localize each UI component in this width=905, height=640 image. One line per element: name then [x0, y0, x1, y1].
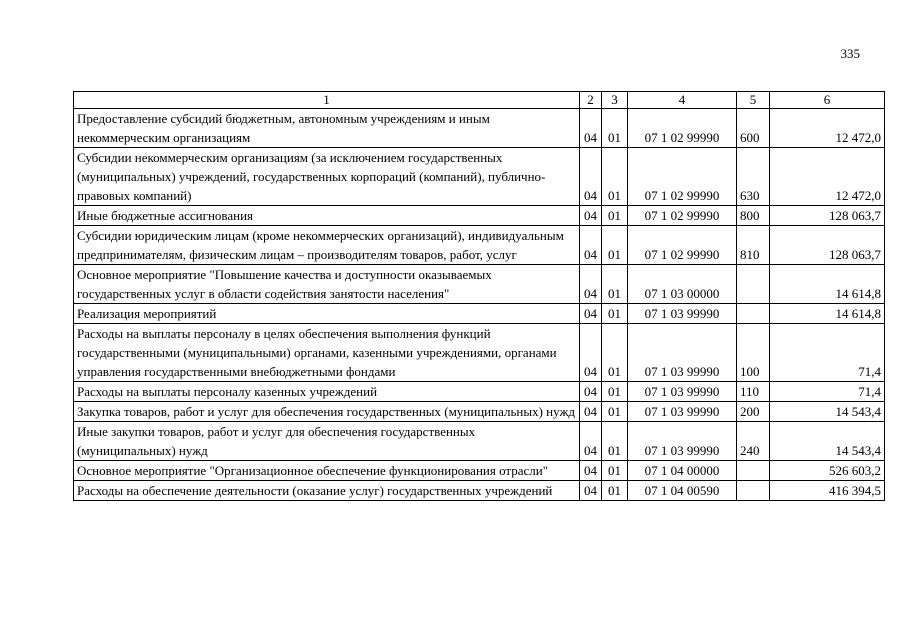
- row-name-cell: Расходы на выплаты персоналу казенных учреждений: [74, 382, 580, 402]
- row-subsection-cell: 01: [602, 206, 628, 226]
- row-subsection-cell: 01: [602, 422, 628, 461]
- table-row: [74, 226, 885, 265]
- row-sum-cell: 416 394,5: [770, 481, 885, 501]
- table-header: [74, 92, 885, 109]
- row-expense-type-cell: 630: [737, 148, 770, 206]
- row-section-cell: 04: [580, 382, 602, 402]
- row-expense-type-cell: 810: [737, 226, 770, 265]
- row-sum-cell: 14 543,4: [770, 422, 885, 461]
- row-sum-cell: 14 614,8: [770, 265, 885, 304]
- row-expense-type-cell: 600: [737, 109, 770, 148]
- row-subsection-cell: 01: [602, 324, 628, 382]
- row-name-cell: Расходы на обеспечение деятельности (оказание услуг) государственных учреждений: [74, 481, 580, 501]
- header-col-5: 5: [737, 92, 770, 109]
- header-row: [74, 92, 885, 109]
- row-name-cell: Субсидии некоммерческим организациям (за исключением государственных (муниципальных) учреждений, государственных корпораций (компаний), публично-правовых компаний): [74, 148, 580, 206]
- row-subsection-cell: 01: [602, 226, 628, 265]
- row-sum-cell: 128 063,7: [770, 206, 885, 226]
- header-col-1: 1: [74, 92, 580, 109]
- budget-table: [73, 91, 885, 501]
- row-sum-cell: 71,4: [770, 382, 885, 402]
- row-expense-type-cell: [737, 461, 770, 481]
- row-name-cell: Субсидии юридическим лицам (кроме некоммерческих организаций), индивидуальным предпринимателям, физическим лицам – производителям товаров, работ, услуг: [74, 226, 580, 265]
- row-sum-cell: 14 614,8: [770, 304, 885, 324]
- row-name-cell: Реализация мероприятий: [74, 304, 580, 324]
- row-sum-cell: 12 472,0: [770, 148, 885, 206]
- row-subsection-cell: 01: [602, 402, 628, 422]
- row-subsection-cell: 01: [602, 148, 628, 206]
- table-row: [74, 304, 885, 324]
- table-row: [74, 481, 885, 501]
- row-name-cell: Основное мероприятие "Организационное обеспечение функционирования отрасли": [74, 461, 580, 481]
- row-subsection-cell: 01: [602, 382, 628, 402]
- row-expense-type-cell: 110: [737, 382, 770, 402]
- row-section-cell: 04: [580, 481, 602, 501]
- row-section-cell: 04: [580, 148, 602, 206]
- row-code-cell: 07 1 02 99990: [628, 226, 737, 265]
- row-name-cell: Основное мероприятие "Повышение качества и доступности оказываемых государственных услуг в области содействия занятости населения": [74, 265, 580, 304]
- header-col-2: 2: [580, 92, 602, 109]
- row-code-cell: 07 1 02 99990: [628, 206, 737, 226]
- row-code-cell: 07 1 03 00000: [628, 265, 737, 304]
- table-row: [74, 461, 885, 481]
- row-name-cell: Иные бюджетные ассигнования: [74, 206, 580, 226]
- header-col-3: 3: [602, 92, 628, 109]
- table-row: [74, 324, 885, 382]
- row-name-cell: Расходы на выплаты персоналу в целях обеспечения выполнения функций государственными (муниципальными) органами, казенными учреждениями, органами управления государственными внебюджетными фондами: [74, 324, 580, 382]
- row-code-cell: 07 1 03 99990: [628, 382, 737, 402]
- table-body: [74, 109, 885, 501]
- row-subsection-cell: 01: [602, 265, 628, 304]
- header-col-6: 6: [770, 92, 885, 109]
- table-row: [74, 148, 885, 206]
- row-code-cell: 07 1 03 99990: [628, 324, 737, 382]
- row-expense-type-cell: 240: [737, 422, 770, 461]
- row-subsection-cell: 01: [602, 481, 628, 501]
- row-sum-cell: 128 063,7: [770, 226, 885, 265]
- row-expense-type-cell: 800: [737, 206, 770, 226]
- row-name-cell: Предоставление субсидий бюджетным, автономным учреждениям и иным некоммерческим организациям: [74, 109, 580, 148]
- row-sum-cell: 71,4: [770, 324, 885, 382]
- row-section-cell: 04: [580, 461, 602, 481]
- row-section-cell: 04: [580, 304, 602, 324]
- row-section-cell: 04: [580, 206, 602, 226]
- row-code-cell: 07 1 04 00590: [628, 481, 737, 501]
- row-section-cell: 04: [580, 324, 602, 382]
- row-name-cell: Иные закупки товаров, работ и услуг для обеспечения государственных (муниципальных) нужд: [74, 422, 580, 461]
- table-row: [74, 382, 885, 402]
- row-subsection-cell: 01: [602, 304, 628, 324]
- table-row: [74, 265, 885, 304]
- row-expense-type-cell: [737, 304, 770, 324]
- header-col-4: 4: [628, 92, 737, 109]
- row-sum-cell: 14 543,4: [770, 402, 885, 422]
- row-section-cell: 04: [580, 265, 602, 304]
- row-code-cell: 07 1 02 99990: [628, 148, 737, 206]
- table-row: [74, 109, 885, 148]
- row-expense-type-cell: [737, 481, 770, 501]
- row-subsection-cell: 01: [602, 461, 628, 481]
- table-row: [74, 206, 885, 226]
- row-name-cell: Закупка товаров, работ и услуг для обеспечения государственных (муниципальных) нужд: [74, 402, 580, 422]
- row-expense-type-cell: 100: [737, 324, 770, 382]
- table-row: [74, 422, 885, 461]
- row-code-cell: 07 1 02 99990: [628, 109, 737, 148]
- page-number: 335: [840, 46, 860, 61]
- row-expense-type-cell: 200: [737, 402, 770, 422]
- row-expense-type-cell: [737, 265, 770, 304]
- row-section-cell: 04: [580, 226, 602, 265]
- row-section-cell: 04: [580, 109, 602, 148]
- table-row: [74, 402, 885, 422]
- row-section-cell: 04: [580, 422, 602, 461]
- row-subsection-cell: 01: [602, 109, 628, 148]
- row-code-cell: 07 1 03 99990: [628, 422, 737, 461]
- row-sum-cell: 526 603,2: [770, 461, 885, 481]
- row-code-cell: 07 1 03 99990: [628, 402, 737, 422]
- row-sum-cell: 12 472,0: [770, 109, 885, 148]
- row-section-cell: 04: [580, 402, 602, 422]
- row-code-cell: 07 1 04 00000: [628, 461, 737, 481]
- row-code-cell: 07 1 03 99990: [628, 304, 737, 324]
